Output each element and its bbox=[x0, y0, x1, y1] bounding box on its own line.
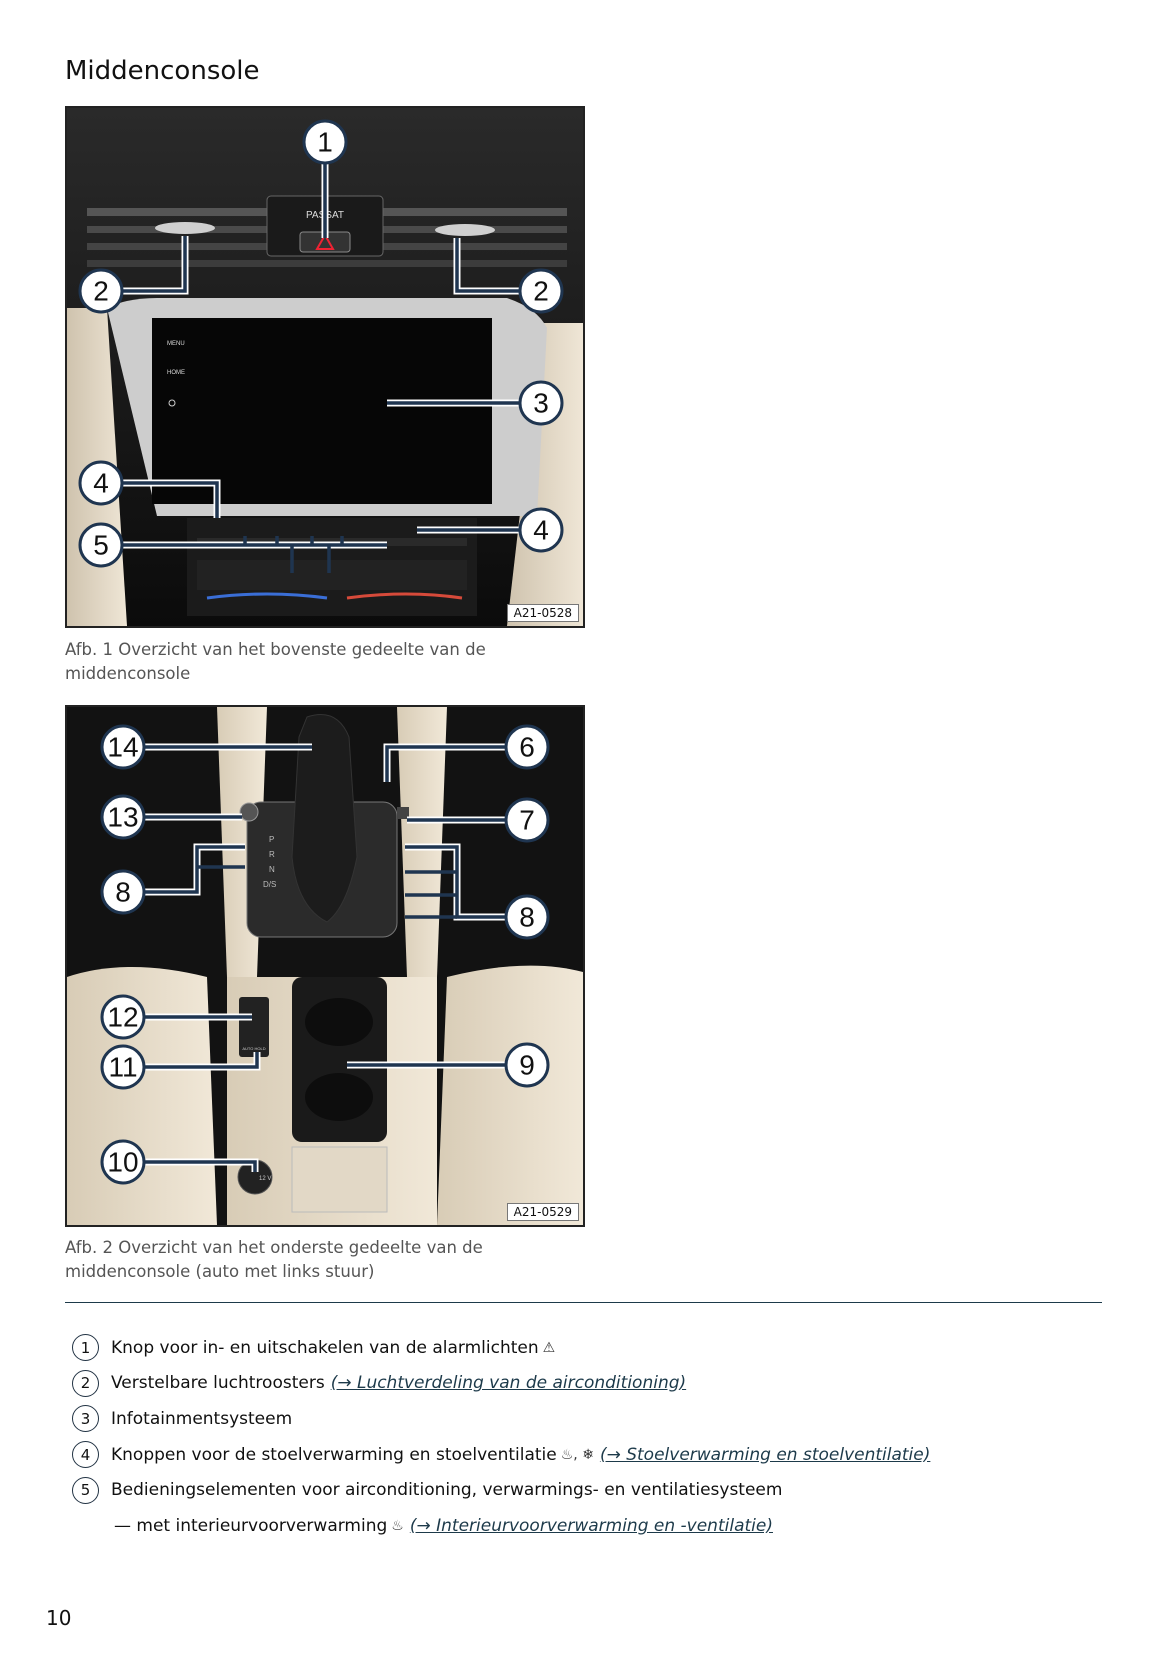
callout-8-left bbox=[102, 871, 144, 913]
storage-lid bbox=[292, 1147, 387, 1212]
svg-text:3: 3 bbox=[533, 387, 549, 419]
legend-number: 4 bbox=[72, 1441, 99, 1468]
callout-6 bbox=[506, 726, 548, 768]
callout-10 bbox=[102, 1141, 144, 1183]
svg-text:13: 13 bbox=[107, 801, 139, 833]
callout-2-right bbox=[520, 270, 562, 312]
callout-13 bbox=[102, 796, 144, 838]
cross-reference-link[interactable]: (→ Interieurvoorverwarming en -ventilatie) bbox=[409, 1515, 773, 1536]
vent-knob-left bbox=[155, 222, 215, 234]
callout-8-right bbox=[506, 896, 548, 938]
figure-caption: Afb. 1 Overzicht van het bovenste gedeelte van de middenconsole bbox=[65, 640, 486, 683]
12v-label: 12 V bbox=[259, 1176, 272, 1182]
gear-n: N bbox=[269, 865, 275, 874]
callout-9 bbox=[506, 1044, 548, 1086]
screen-button-home: HOME bbox=[167, 370, 185, 376]
legend-text: Verstelbare luchtroosters bbox=[111, 1373, 325, 1394]
model-badge: PASSAT bbox=[306, 210, 344, 221]
legend-item-3 bbox=[72, 1401, 1102, 1437]
start-stop-button bbox=[240, 803, 258, 821]
legend-subitem bbox=[72, 1508, 1102, 1544]
callout-3 bbox=[520, 382, 562, 424]
lower-console-illustration bbox=[67, 707, 583, 1225]
legend-subitem-text: — met interieurvoorverwarming bbox=[114, 1515, 388, 1536]
legend-item-4 bbox=[72, 1437, 1102, 1473]
passenger-seat bbox=[437, 966, 583, 1225]
svg-text:8: 8 bbox=[115, 876, 131, 908]
figure-upper-console bbox=[65, 106, 585, 628]
legend-item-5 bbox=[72, 1472, 1102, 1508]
svg-text:1: 1 bbox=[317, 126, 333, 158]
upper-console-illustration bbox=[67, 108, 583, 626]
svg-text:5: 5 bbox=[93, 529, 109, 561]
callout-14 bbox=[102, 726, 144, 768]
callout-4-left bbox=[80, 462, 122, 504]
figure-code: A21-0529 bbox=[507, 1203, 579, 1221]
legend-number: 5 bbox=[72, 1477, 99, 1504]
gear-ds: D/S bbox=[263, 880, 277, 889]
svg-text:8: 8 bbox=[519, 901, 535, 933]
svg-text:11: 11 bbox=[108, 1051, 138, 1083]
page-title: Middenconsole bbox=[65, 56, 260, 86]
callout-1 bbox=[304, 121, 346, 163]
section-divider bbox=[65, 1302, 1102, 1303]
callout-7 bbox=[506, 799, 548, 841]
callout-2-left bbox=[80, 270, 122, 312]
callout-11 bbox=[102, 1046, 144, 1088]
figure-lower-console bbox=[65, 705, 585, 1227]
svg-text:12: 12 bbox=[107, 1001, 139, 1033]
legend-number: 1 bbox=[72, 1334, 99, 1361]
svg-text:14: 14 bbox=[107, 731, 139, 763]
gear-p: P bbox=[269, 835, 275, 844]
legend-text: Knop voor in- en uitschakelen van de alarmlichten bbox=[111, 1337, 539, 1358]
legend-number: 3 bbox=[72, 1405, 99, 1432]
cross-reference-link[interactable]: (→ Luchtverdeling van de airconditioning) bbox=[330, 1373, 687, 1394]
figure-code: A21-0528 bbox=[507, 604, 579, 622]
gear-r: R bbox=[269, 850, 275, 859]
svg-text:2: 2 bbox=[93, 275, 109, 307]
hazard-icon: ⚠ bbox=[542, 1339, 556, 1356]
svg-text:4: 4 bbox=[533, 514, 549, 546]
svg-text:10: 10 bbox=[107, 1146, 139, 1178]
vent-knob-right bbox=[435, 224, 495, 236]
legend-text: Bedieningselementen voor airconditioning, verwarmings- en ventilatiesysteem bbox=[111, 1480, 783, 1501]
svg-text:6: 6 bbox=[519, 731, 535, 763]
page-number: 10 bbox=[46, 1606, 72, 1630]
seat-heat-vent-icons: ♨, ❄ bbox=[560, 1446, 594, 1463]
interior-preheat-icon: ♨ bbox=[391, 1517, 404, 1534]
figure-caption: Afb. 2 Overzicht van het onderste gedeelte van de middenconsole (auto met links stuur) bbox=[65, 1238, 483, 1281]
callout-5 bbox=[80, 524, 122, 566]
callout-12 bbox=[102, 996, 144, 1038]
screen-button-menu: MENU bbox=[167, 341, 185, 347]
legend-number: 2 bbox=[72, 1370, 99, 1397]
infotainment-screen bbox=[152, 318, 492, 504]
legend-text: Infotainmentsysteem bbox=[111, 1408, 293, 1429]
svg-text:2: 2 bbox=[533, 275, 549, 307]
svg-text:4: 4 bbox=[93, 467, 109, 499]
callout-4-right bbox=[520, 509, 562, 551]
legend-list bbox=[72, 1330, 1102, 1544]
legend-item-1 bbox=[72, 1330, 1102, 1366]
cross-reference-link[interactable]: (→ Stoelverwarming en stoelventilatie) bbox=[599, 1444, 931, 1465]
svg-text:9: 9 bbox=[519, 1049, 535, 1081]
legend-text: Knoppen voor de stoelverwarming en stoelventilatie bbox=[111, 1444, 557, 1465]
auto-hold-label: AUTO HOLD bbox=[242, 1046, 266, 1051]
svg-text:7: 7 bbox=[519, 804, 535, 836]
legend-item-2 bbox=[72, 1366, 1102, 1402]
